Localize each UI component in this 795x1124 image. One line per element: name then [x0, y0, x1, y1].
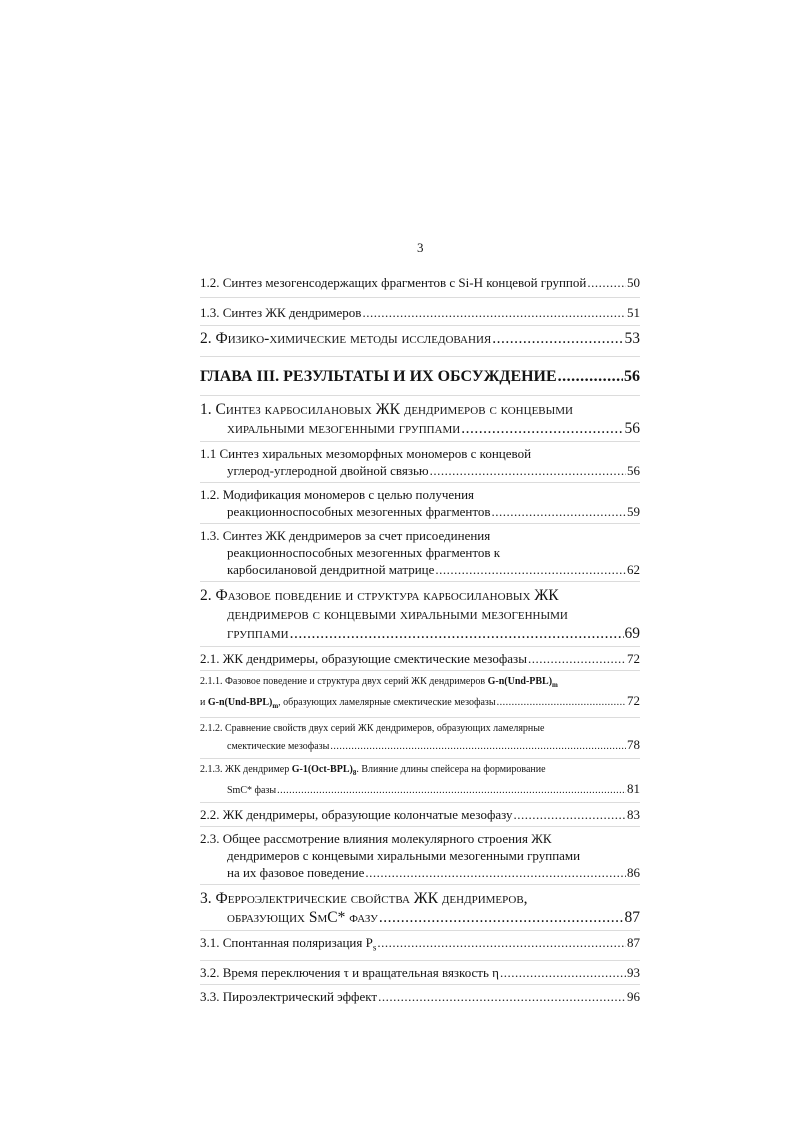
toc-page-number: 50: [627, 275, 640, 290]
leader-dots: [435, 561, 626, 578]
toc-entry-title-cont: и: [200, 697, 206, 708]
compound-code-text: G-n(Und-PBL): [487, 676, 553, 687]
toc-entry-title: 1.1 Синтез хиральных мезоморфных мономеров с концевой: [200, 446, 532, 461]
toc-page-number: 86: [627, 865, 640, 880]
toc-page-number: 72: [627, 651, 640, 666]
toc-entry-title-cont: реакционноспособных мезогенных фрагментов к: [227, 545, 501, 560]
toc-page-number: 87: [627, 935, 640, 950]
toc-entry-title-cont: карбосилановой дендритной матрице: [227, 562, 435, 577]
toc-page-number: 56: [627, 463, 640, 478]
toc-entry-title: 1.3. Синтез ЖК дендримеров: [200, 305, 362, 320]
toc-entry-title-cont: SmC* фазы: [227, 785, 277, 796]
leader-dots: [497, 696, 626, 710]
compound-code-text: G-n(Und-BPL): [207, 697, 273, 708]
toc-entry-title-cont: . Влияние длины спейсера на формирование: [356, 764, 546, 775]
toc-entry-2-3[interactable]: [200, 826, 640, 884]
toc-entry-1-1[interactable]: [200, 441, 640, 482]
toc-page-number: 62: [627, 562, 640, 577]
toc-entry-1-3[interactable]: [200, 297, 640, 325]
leader-dots: [378, 988, 626, 1005]
toc-page-number: 96: [627, 988, 640, 1004]
toc-entry-1-2[interactable]: [200, 270, 640, 297]
toc-page-number: 56: [624, 420, 640, 437]
leader-dots: [500, 964, 626, 981]
compound-subscript: m: [272, 702, 279, 710]
toc-entry-title-cont: дендримеров с концевыми хиральными мезогенными: [227, 606, 568, 623]
compound-subscript: m: [552, 681, 558, 689]
toc-entry-title: 3. Ферроэлектрические свойства ЖК дендримеров,: [200, 890, 528, 907]
toc-entry-2-1-1[interactable]: [200, 670, 640, 717]
toc-entry-2-1[interactable]: [200, 646, 640, 670]
toc-entry-3-1[interactable]: [200, 930, 640, 960]
leader-dots: [365, 864, 626, 881]
toc-entry-2-2[interactable]: [200, 802, 640, 826]
toc-entry-title: [200, 934, 376, 957]
leader-dots: [461, 419, 623, 438]
toc-entry-3-ferroelectric[interactable]: [200, 884, 640, 930]
toc-entry-2-1-3[interactable]: [200, 758, 640, 802]
leader-dots: [558, 367, 623, 387]
toc-entry-title: 2.3. Общее рассмотрение влияния молекулярного строения ЖК: [200, 831, 552, 846]
leader-dots: [492, 503, 626, 520]
toc-entry-title-text: 3.1. Спонтанная поляризация P: [200, 935, 373, 950]
leader-dots: [330, 740, 626, 754]
toc-entry-2-methods[interactable]: [200, 325, 640, 356]
toc-entry-1-3-attachment[interactable]: [200, 523, 640, 581]
toc-entry-title: 2. Физико-химические методы исследования: [200, 330, 492, 347]
toc-entry-3-3[interactable]: [200, 984, 640, 1008]
toc-page-number: 72: [627, 693, 640, 708]
toc-entry-title: 1.3. Синтез ЖК дендримеров за счет присоединения: [200, 528, 491, 543]
toc-page-number: 51: [627, 305, 640, 320]
toc-entry-title-cont: хиральными мезогенными группами: [227, 420, 461, 437]
toc-entry-2-phase-behavior[interactable]: [200, 581, 640, 646]
leader-dots: [377, 934, 626, 951]
toc-entry-title-cont: группами: [227, 625, 289, 642]
toc-entry-title: 2.1. ЖК дендримеры, образующие смектические мезофазы: [200, 651, 527, 666]
toc-entry-title: 2.1.2. Сравнение свойств двух серий ЖК дендримеров, образующих ламелярные: [200, 723, 545, 734]
toc-entry-title: 3.2. Время переключения τ и вращательная вязкость η: [200, 964, 499, 980]
toc-entry-1-2-modification[interactable]: [200, 482, 640, 523]
leader-dots: [379, 908, 624, 927]
toc-entry-title-cont: на их фазовое поведение: [227, 865, 365, 880]
toc-entry-title-cont: углерод-углеродной двойной связью: [227, 463, 429, 478]
toc-entry-title: 1.2. Синтез мезогенсодержащих фрагментов с Si-H концевой группой: [200, 275, 587, 290]
leader-dots: [514, 806, 626, 823]
toc-page-number: 93: [627, 964, 640, 980]
toc-chapter-3[interactable]: [200, 356, 640, 395]
toc-entry-title: 1.2. Модификация мономеров с целью получения: [200, 487, 475, 502]
toc-entry-title-cont: , образующих ламелярные смектические мезофазы: [278, 697, 496, 708]
toc-entry-title-cont: дендримеров с концевыми хиральными мезогенными группами: [227, 848, 581, 863]
page-number: 3: [417, 240, 424, 255]
compound-subscript: 8: [352, 769, 357, 777]
chapter-title: ГЛАВА III. РЕЗУЛЬТАТЫ И ИХ ОБСУЖДЕНИЕ: [200, 368, 557, 385]
compound-code: [208, 696, 278, 713]
toc-entry-1-synthesis[interactable]: [200, 395, 640, 441]
toc-entry-title: 1. Синтез карбосилановых ЖК дендримеров с концевыми: [200, 401, 573, 418]
leader-dots: [277, 784, 626, 798]
table-of-contents: [200, 270, 640, 1008]
toc-page-number: 56: [624, 368, 640, 385]
toc-entry-title-cont: образующих SmC* фазу: [227, 909, 378, 926]
compound-code: [488, 675, 558, 692]
polarization-subscript: s: [372, 942, 377, 953]
leader-dots: [587, 274, 626, 291]
toc-entry-title-cont: смектические мезофазы: [227, 741, 330, 752]
toc-entry-2-1-2[interactable]: [200, 717, 640, 758]
toc-entry-title-cont: реакционноспособных мезогенных фрагментов: [227, 504, 491, 519]
leader-dots: [430, 462, 626, 479]
toc-entry-3-2[interactable]: [200, 960, 640, 984]
toc-page-number: 59: [627, 504, 640, 519]
toc-entry-title: 2.2. ЖК дендримеры, образующие колончатые мезофазу: [200, 807, 513, 822]
leader-dots: [290, 624, 624, 643]
compound-code-text: G-1(Oct-BPL): [291, 764, 353, 775]
toc-page-number: 53: [624, 330, 640, 347]
leader-dots: [362, 304, 626, 321]
toc-entry-title: 3.3. Пироэлектрический эффект: [200, 988, 378, 1004]
toc-page-number: 78: [627, 737, 640, 752]
toc-entry-title: 2.1.1. Фазовое поведение и структура двух серий ЖК дендримеров: [200, 676, 486, 687]
toc-page-number: 69: [624, 625, 640, 642]
toc-page-number: 83: [627, 807, 640, 822]
leader-dots: [492, 329, 623, 348]
toc-entry-title: 2.1.3. ЖК дендример: [200, 764, 290, 775]
toc-entry-title: 2. Фазовое поведение и структура карбосилановых ЖК: [200, 587, 559, 604]
leader-dots: [528, 650, 626, 667]
toc-page-number: 87: [624, 909, 640, 926]
compound-code: [292, 763, 357, 780]
toc-page-number: 81: [627, 781, 640, 796]
